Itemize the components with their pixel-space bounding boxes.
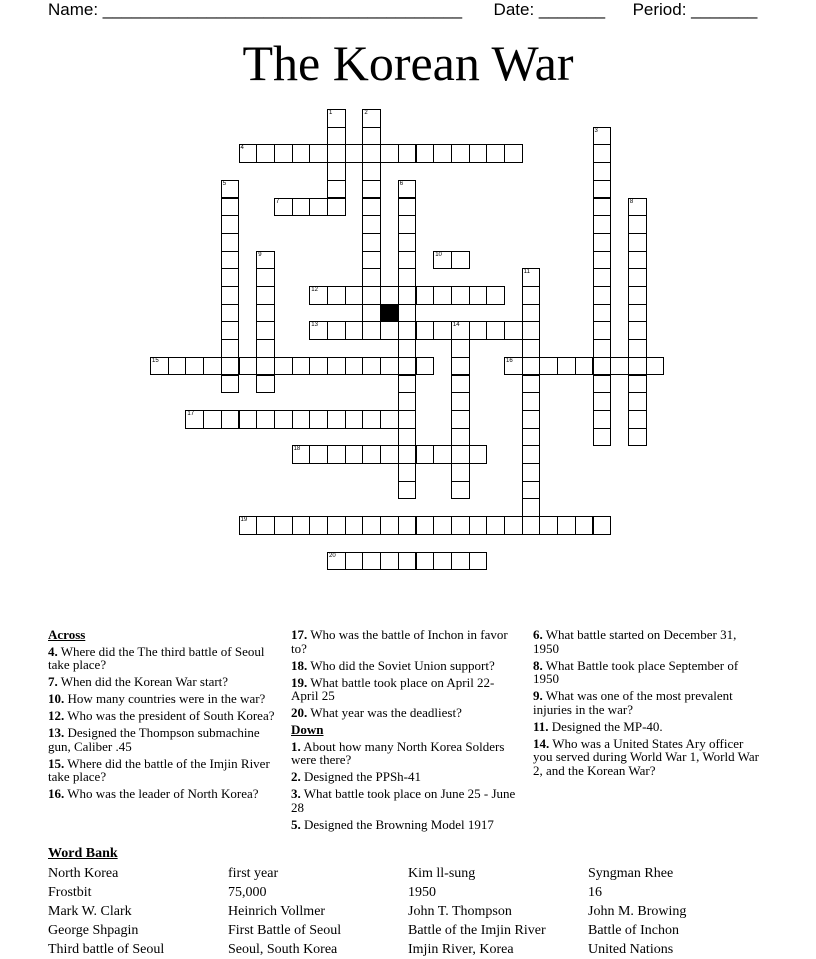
grid-cell[interactable] <box>309 286 328 305</box>
grid-cell[interactable] <box>327 321 346 340</box>
grid-cell[interactable] <box>327 552 346 571</box>
cell-number: 20 <box>329 552 336 559</box>
grid-cell[interactable] <box>274 410 293 429</box>
cell-number: 18 <box>293 446 301 453</box>
grid-cell[interactable] <box>345 321 364 340</box>
grid-cell[interactable] <box>309 198 328 217</box>
grid-cell[interactable] <box>522 286 541 305</box>
grid-cell[interactable] <box>451 516 470 535</box>
cell-number: 8 <box>629 198 634 205</box>
cell-number: 5 <box>222 180 227 187</box>
clues-column-3 <box>533 628 763 781</box>
grid-cell[interactable] <box>593 127 612 146</box>
grid-cell[interactable] <box>451 357 470 376</box>
clue-across-18: 18. Who did the Soviet Union support? <box>291 657 495 673</box>
clue-down-6: 6. What battle started on December 31, 1950 <box>533 627 737 656</box>
grid-cell[interactable] <box>221 321 240 340</box>
grid-cell[interactable] <box>433 516 452 535</box>
grid-cell[interactable] <box>345 286 364 305</box>
grid-cell[interactable] <box>221 198 240 217</box>
clue-down-1: 1. About how many North Korea Solders were there? <box>291 738 505 767</box>
word-bank-item: George Shpagin <box>48 923 139 938</box>
grid-cell[interactable] <box>398 198 417 217</box>
grid-cell[interactable] <box>256 304 275 323</box>
grid-cell[interactable] <box>380 357 399 376</box>
clue-across-12: 12. Who was the president of South Korea? <box>48 708 275 723</box>
grid-cell[interactable] <box>398 463 417 482</box>
grid-cell[interactable] <box>575 357 594 376</box>
grid-cell[interactable] <box>398 481 417 500</box>
grid-cell[interactable] <box>416 445 435 464</box>
grid-cell[interactable] <box>327 410 346 429</box>
grid-cell[interactable] <box>292 198 311 217</box>
grid-cell[interactable] <box>398 233 417 252</box>
grid-cell[interactable] <box>593 144 612 163</box>
grid-cell[interactable] <box>398 144 417 163</box>
word-bank-item: John T. Thompson <box>408 904 512 919</box>
clue-across-15: 15. Where did the battle of the Imjin River take place? <box>48 755 270 784</box>
grid-cell[interactable] <box>221 268 240 287</box>
grid-cell[interactable] <box>451 339 470 358</box>
grid-cell[interactable] <box>398 552 417 571</box>
word-bank-item: Mark W. Clark <box>48 904 132 919</box>
cell-number: 10 <box>435 251 442 258</box>
cell-number: 11 <box>523 269 530 276</box>
grid-cell[interactable] <box>345 445 364 464</box>
grid-cell[interactable] <box>398 516 417 535</box>
grid-cell[interactable] <box>362 109 381 128</box>
name-field[interactable]: Name: ______________________________________ <box>48 0 463 19</box>
grid-cell[interactable] <box>221 251 240 270</box>
grid-cell[interactable] <box>362 304 381 323</box>
grid-cell[interactable] <box>398 339 417 358</box>
grid-cell[interactable] <box>203 410 222 429</box>
grid-cell[interactable] <box>628 286 647 305</box>
grid-cell[interactable] <box>575 516 594 535</box>
word-bank-item: Seoul, South Korea <box>228 942 338 957</box>
grid-cell[interactable] <box>398 180 417 199</box>
grid-cell[interactable] <box>256 410 275 429</box>
grid-cell[interactable] <box>522 481 541 500</box>
grid-cell[interactable] <box>486 144 505 163</box>
down-heading: Down <box>291 722 324 737</box>
grid-cell[interactable] <box>398 392 417 411</box>
grid-cell[interactable] <box>168 357 187 376</box>
grid-cell[interactable] <box>469 445 488 464</box>
grid-cell[interactable] <box>522 304 541 323</box>
grid-cell[interactable] <box>292 144 311 163</box>
grid-cell[interactable] <box>593 357 612 376</box>
grid-cell[interactable] <box>593 268 612 287</box>
grid-cell[interactable] <box>256 321 275 340</box>
grid-cell[interactable] <box>522 516 541 535</box>
grid-cell[interactable] <box>221 304 240 323</box>
grid-cell[interactable] <box>380 144 399 163</box>
across-heading: Across <box>48 627 86 642</box>
grid-cell[interactable] <box>185 357 204 376</box>
grid-cell[interactable] <box>309 357 328 376</box>
grid-cell[interactable] <box>522 392 541 411</box>
grid-cell[interactable] <box>221 357 240 376</box>
word-bank-item: Battle of the Imjin River <box>408 923 546 938</box>
grid-cell[interactable] <box>610 357 629 376</box>
word-bank-item: Battle of Inchon <box>588 923 679 938</box>
grid-cell[interactable] <box>221 339 240 358</box>
grid-cell[interactable] <box>380 286 399 305</box>
grid-cell[interactable] <box>362 162 381 181</box>
grid-cell[interactable] <box>362 127 381 146</box>
grid-cell[interactable] <box>451 392 470 411</box>
word-bank-item: Syngman Rhee <box>588 866 674 881</box>
grid-cell[interactable] <box>451 144 470 163</box>
grid-cell[interactable] <box>185 410 204 429</box>
grid-cell[interactable] <box>451 428 470 447</box>
clues-column-2 <box>291 628 517 835</box>
grid-cell[interactable] <box>469 144 488 163</box>
cell-number: 15 <box>152 357 159 364</box>
clues-column-1 <box>48 628 276 804</box>
period-field[interactable]: Period: _______ <box>632 0 758 19</box>
grid-cell[interactable] <box>327 286 346 305</box>
word-bank-item: First Battle of Seoul <box>228 923 342 938</box>
grid-cell[interactable] <box>362 198 381 217</box>
grid-cell[interactable] <box>469 286 488 305</box>
grid-cell[interactable] <box>398 445 417 464</box>
grid-cell[interactable] <box>557 516 576 535</box>
grid-cell[interactable] <box>451 481 470 500</box>
grid-cell[interactable] <box>239 410 258 429</box>
grid-cell[interactable] <box>362 215 381 234</box>
clue-across-19: 19. What battle took place on April 22- April 25 <box>291 674 495 703</box>
grid-cell[interactable] <box>203 357 222 376</box>
grid-cell[interactable] <box>628 215 647 234</box>
grid-cell[interactable] <box>327 109 346 128</box>
grid-cell[interactable] <box>593 233 612 252</box>
cell-number: 3 <box>594 127 598 134</box>
grid-cell[interactable] <box>239 516 258 535</box>
grid-cell[interactable] <box>274 198 293 217</box>
grid-cell[interactable] <box>292 445 311 464</box>
grid-cell[interactable] <box>327 198 346 217</box>
word-bank-title: Word Bank <box>48 846 118 861</box>
grid-cell[interactable] <box>628 357 647 376</box>
grid-cell[interactable] <box>345 144 364 163</box>
word-bank-item: Frostbit <box>48 885 92 900</box>
grid-cell[interactable] <box>345 552 364 571</box>
grid-cell[interactable] <box>593 410 612 429</box>
grid-cell[interactable] <box>362 357 381 376</box>
grid-cell[interactable] <box>522 410 541 429</box>
date-field[interactable]: Date: _______ <box>493 0 606 19</box>
grid-cell[interactable] <box>557 357 576 376</box>
grid-cell[interactable] <box>345 410 364 429</box>
cell-number: 9 <box>258 251 262 258</box>
grid-cell[interactable] <box>221 286 240 305</box>
word-bank-item: Third battle of Seoul <box>48 942 165 957</box>
word-bank <box>48 864 808 959</box>
grid-cell[interactable] <box>433 286 452 305</box>
grid-cell[interactable] <box>628 392 647 411</box>
grid-cell[interactable] <box>433 445 452 464</box>
grid-cell[interactable] <box>646 357 665 376</box>
grid-cell[interactable] <box>221 233 240 252</box>
grid-cell[interactable] <box>327 127 346 146</box>
grid-cell[interactable] <box>150 357 169 376</box>
grid-cell[interactable] <box>362 251 381 270</box>
grid-cell[interactable] <box>327 144 346 163</box>
grid-cell[interactable] <box>416 357 435 376</box>
grid-cell[interactable] <box>256 144 275 163</box>
grid-cell[interactable] <box>433 321 452 340</box>
grid-cell[interactable] <box>327 162 346 181</box>
cell-number: 13 <box>311 322 318 329</box>
clue-across-20: 20. What year was the deadliest? <box>291 705 462 720</box>
grid-cell[interactable] <box>469 516 488 535</box>
grid-cell[interactable] <box>522 268 541 287</box>
grid-cell[interactable] <box>362 516 381 535</box>
grid-cell[interactable] <box>451 463 470 482</box>
grid-cell[interactable] <box>327 180 346 199</box>
grid-cell[interactable] <box>309 321 328 340</box>
grid-cell[interactable] <box>593 392 612 411</box>
grid-cell[interactable] <box>539 516 558 535</box>
grid-cell[interactable] <box>380 516 399 535</box>
grid-cell[interactable] <box>292 410 311 429</box>
cell-number: 16 <box>506 357 513 364</box>
grid-cell[interactable] <box>309 144 328 163</box>
grid-cell[interactable] <box>593 251 612 270</box>
clue-down-3: 3. What battle took place on June 25 - June 28 <box>291 786 516 815</box>
clue-down-2: 2. Designed the PPSh-41 <box>291 769 421 784</box>
cell-number: 4 <box>240 145 244 152</box>
grid-cell[interactable] <box>593 180 612 199</box>
cell-number: 19 <box>240 517 248 524</box>
grid-cell[interactable] <box>451 286 470 305</box>
grid-cell[interactable] <box>628 410 647 429</box>
grid-cell[interactable] <box>451 375 470 394</box>
grid-cell[interactable] <box>221 375 240 394</box>
grid-cell[interactable] <box>628 304 647 323</box>
grid-cell[interactable] <box>628 268 647 287</box>
grid-cell[interactable] <box>327 445 346 464</box>
grid-cell[interactable] <box>362 180 381 199</box>
grid-cell[interactable] <box>221 180 240 199</box>
grid-cell[interactable] <box>292 516 311 535</box>
cell-number: 12 <box>311 287 318 293</box>
grid-cell[interactable] <box>398 410 417 429</box>
grid-cell[interactable] <box>593 304 612 323</box>
grid-cell[interactable] <box>522 428 541 447</box>
grid-cell[interactable] <box>522 339 541 358</box>
grid-cell[interactable] <box>398 286 417 305</box>
grid-cell[interactable] <box>256 268 275 287</box>
grid-cell[interactable] <box>628 321 647 340</box>
grid-cell[interactable] <box>362 233 381 252</box>
clue-down-11: 11. Designed the MP-40. <box>533 718 663 734</box>
grid-cell[interactable] <box>451 552 470 571</box>
clue-across-13: 13. Designed the Thompson submachine gun, Caliber .45 <box>48 725 260 754</box>
grid-cell[interactable] <box>433 251 452 270</box>
grid-cell[interactable] <box>416 552 435 571</box>
grid-cell[interactable] <box>486 516 505 535</box>
grid-cell[interactable] <box>593 162 612 181</box>
grid-cell[interactable] <box>380 321 399 340</box>
grid-cell[interactable] <box>628 251 647 270</box>
grid-cell[interactable] <box>398 428 417 447</box>
cell-number: 17 <box>187 410 195 417</box>
grid-cell[interactable] <box>504 516 523 535</box>
grid-cell[interactable] <box>398 357 417 376</box>
grid-cell[interactable] <box>539 357 558 376</box>
grid-cell[interactable] <box>628 428 647 447</box>
grid-cell[interactable] <box>362 268 381 287</box>
word-bank-item: 16 <box>588 885 602 900</box>
grid-cell[interactable] <box>628 375 647 394</box>
cell-number: 7 <box>275 198 280 205</box>
grid-cell[interactable] <box>504 321 523 340</box>
grid-cell[interactable] <box>469 552 488 571</box>
grid-cell[interactable] <box>292 357 311 376</box>
grid-cell[interactable] <box>593 339 612 358</box>
grid-cell[interactable] <box>398 215 417 234</box>
grid-cell[interactable] <box>593 375 612 394</box>
grid-cell[interactable] <box>239 144 258 163</box>
word-bank-item: Heinrich Vollmer <box>228 904 326 919</box>
word-bank-item: United Nations <box>588 942 674 957</box>
grid-cell[interactable] <box>486 286 505 305</box>
grid-cell[interactable] <box>522 357 541 376</box>
cell-number: 14 <box>452 322 460 329</box>
grid-cell[interactable] <box>416 286 435 305</box>
page-title: The Korean War <box>242 35 574 91</box>
grid-cell[interactable] <box>469 321 488 340</box>
black-cell <box>380 304 399 323</box>
grid-cell[interactable] <box>504 144 523 163</box>
grid-cell[interactable] <box>416 144 435 163</box>
grid-cell[interactable] <box>362 410 381 429</box>
grid-cell[interactable] <box>274 516 293 535</box>
grid-cell[interactable] <box>380 552 399 571</box>
grid-cell[interactable] <box>522 375 541 394</box>
grid-cell[interactable] <box>309 410 328 429</box>
grid-cell[interactable] <box>451 445 470 464</box>
word-bank-item: North Korea <box>48 866 119 881</box>
grid-cell[interactable] <box>593 428 612 447</box>
grid-cell[interactable] <box>327 516 346 535</box>
grid-cell[interactable] <box>221 410 240 429</box>
clue-across-16: 16. Who was the leader of North Korea? <box>48 786 259 801</box>
grid-cell[interactable] <box>380 445 399 464</box>
grid-cell[interactable] <box>504 357 523 376</box>
grid-cell[interactable] <box>433 144 452 163</box>
clue-down-9: 9. What was one of the most prevalent injuries in the war? <box>533 688 733 717</box>
cell-number: 1 <box>329 110 333 116</box>
grid-cell[interactable] <box>256 339 275 358</box>
grid-cell[interactable] <box>256 357 275 376</box>
grid-cell[interactable] <box>451 321 470 340</box>
grid-cell[interactable] <box>628 198 647 217</box>
grid-cell[interactable] <box>309 516 328 535</box>
grid-cell[interactable] <box>362 321 381 340</box>
grid-cell[interactable] <box>628 233 647 252</box>
grid-cell[interactable] <box>398 375 417 394</box>
grid-cell[interactable] <box>451 410 470 429</box>
grid-cell[interactable] <box>451 251 470 270</box>
grid-cell[interactable] <box>628 339 647 358</box>
word-bank-item: first year <box>228 866 279 881</box>
grid-cell[interactable] <box>345 516 364 535</box>
grid-cell[interactable] <box>522 463 541 482</box>
cell-number: 2 <box>364 110 368 116</box>
grid-cell[interactable] <box>486 321 505 340</box>
grid-cell[interactable] <box>362 286 381 305</box>
clue-across-17: 17. Who was the battle of Inchon in favor to? <box>291 627 508 656</box>
grid-cell[interactable] <box>380 410 399 429</box>
clue-across-10: 10. How many countries were in the war? <box>48 691 266 706</box>
grid-cell[interactable] <box>221 215 240 234</box>
word-bank-item: 1950 <box>408 885 436 900</box>
grid-cell[interactable] <box>433 552 452 571</box>
clue-down-14: 14. Who was a United States Ary officer you served during World War 1, World War 2, and the Korean War? <box>533 735 759 778</box>
grid-cell[interactable] <box>593 286 612 305</box>
grid-cell[interactable] <box>398 251 417 270</box>
grid-cell[interactable] <box>593 321 612 340</box>
clue-down-5: 5. Designed the Browning Model 1917 <box>291 816 494 832</box>
grid-cell[interactable] <box>256 516 275 535</box>
grid-cell[interactable] <box>593 215 612 234</box>
grid-cell[interactable] <box>327 357 346 376</box>
cell-number: 6 <box>399 180 404 187</box>
word-bank-item: Kim ll-sung <box>408 866 476 881</box>
word-bank-item: Imjin River, Korea <box>408 942 514 957</box>
grid-cell[interactable] <box>593 198 612 217</box>
grid-cell[interactable] <box>256 251 275 270</box>
grid-cell[interactable] <box>309 445 328 464</box>
word-bank-item: John M. Browing <box>588 904 687 919</box>
grid-cell[interactable] <box>522 445 541 464</box>
grid-cell[interactable] <box>274 357 293 376</box>
grid-cell[interactable] <box>416 321 435 340</box>
clue-down-8: 8. What Battle took place September of 1950 <box>533 657 739 686</box>
grid-cell[interactable] <box>256 375 275 394</box>
clue-across-7: 7. When did the Korean War start? <box>48 674 229 689</box>
grid-cell[interactable] <box>398 304 417 323</box>
grid-cell[interactable] <box>522 321 541 340</box>
word-bank-item: 75,000 <box>228 885 267 900</box>
grid-cell[interactable] <box>522 498 541 517</box>
grid-cell[interactable] <box>274 144 293 163</box>
grid-cell[interactable] <box>256 286 275 305</box>
grid-cell[interactable] <box>398 268 417 287</box>
grid-cell[interactable] <box>345 357 364 376</box>
grid-cell[interactable] <box>239 357 258 376</box>
grid-cell[interactable] <box>362 552 381 571</box>
grid-cell[interactable] <box>362 445 381 464</box>
clue-across-4: 4. Where did the The third battle of Seoul take place? <box>48 643 265 672</box>
grid-cell[interactable] <box>593 516 612 535</box>
grid-cell[interactable] <box>398 321 417 340</box>
grid-cell[interactable] <box>416 516 435 535</box>
grid-cell[interactable] <box>362 144 381 163</box>
